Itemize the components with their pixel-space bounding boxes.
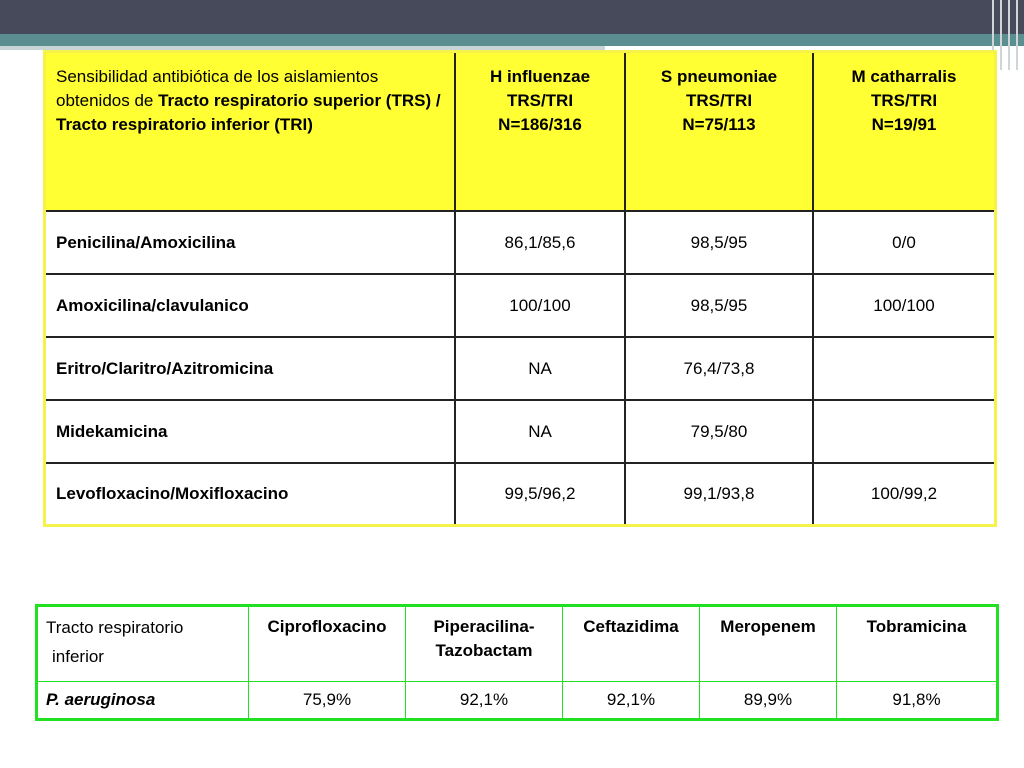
antibiotic-cell: Midekamicina xyxy=(45,400,456,463)
aeruginosa-table-header xyxy=(37,606,998,682)
antibiotic-cell: Penicilina/Amoxicilina xyxy=(45,211,456,274)
header-sites: TRS/TRI xyxy=(506,91,574,110)
header-description-bold: Tracto respiratorio superior (TRS) / Tracto respiratorio inferior (TRI) xyxy=(56,91,441,134)
value-cell: NA xyxy=(455,337,625,400)
value-cell xyxy=(813,337,996,400)
table-row xyxy=(45,274,996,337)
value-cell xyxy=(813,400,996,463)
header-bar-dark xyxy=(0,0,1024,34)
header-cell-h-influenzae xyxy=(455,52,625,212)
header-organism: H influenzae xyxy=(489,67,591,86)
header-cell-site xyxy=(37,606,249,682)
value-cell: NA xyxy=(455,400,625,463)
header-n: N=186/316 xyxy=(498,115,582,134)
table-row xyxy=(45,463,996,526)
value-cell: 75,9% xyxy=(249,682,406,720)
value-cell: 79,5/80 xyxy=(625,400,813,463)
table-row xyxy=(45,337,996,400)
value-cell: 91,8% xyxy=(837,682,998,720)
header-sites: TRS/TRI xyxy=(870,91,938,110)
header-cell-antibiotic: Meropenem xyxy=(700,606,837,682)
header-cell-description xyxy=(45,52,456,212)
value-cell: 92,1% xyxy=(563,682,700,720)
organism-cell: P. aeruginosa xyxy=(37,682,249,720)
header-organism: S pneumoniae xyxy=(660,67,778,86)
header-n: N=19/91 xyxy=(871,115,937,134)
header-n: N=75/113 xyxy=(682,115,756,134)
aeruginosa-table xyxy=(35,604,999,721)
value-cell: 89,9% xyxy=(700,682,837,720)
antibiotic-cell: Levofloxacino/Moxifloxacino xyxy=(45,463,456,526)
header-bar-teal xyxy=(0,34,1024,46)
header-cell-antibiotic: Ciprofloxacino xyxy=(249,606,406,682)
header-cell-m-catharralis xyxy=(813,52,996,212)
value-cell: 98,5/95 xyxy=(625,274,813,337)
value-cell: 100/99,2 xyxy=(870,484,938,503)
table-row xyxy=(45,211,996,274)
value-cell: 0/0 xyxy=(813,211,996,274)
value-cell: 86,1/85,6 xyxy=(455,211,625,274)
sensitivity-table xyxy=(43,50,997,527)
table-row xyxy=(45,400,996,463)
sensitivity-table-header xyxy=(45,52,996,212)
value-cell: 76,4/73,8 xyxy=(625,337,813,400)
header-cell-antibiotic: Tobramicina xyxy=(837,606,998,682)
header-cell-s-pneumoniae xyxy=(625,52,813,212)
header-description-normal: Sensibilidad antibiótica de los aislamientos obtenidos de xyxy=(56,67,379,110)
header-organism: M catharralis xyxy=(851,67,957,86)
value-cell: 99,5/96,2 xyxy=(455,463,625,526)
header-site-line2: inferior xyxy=(52,647,104,666)
value-cell: 98,5/95 xyxy=(625,211,813,274)
header-cell-antibiotic: Ceftazidima xyxy=(563,606,700,682)
header-cell-antibiotic: Piperacilina-Tazobactam xyxy=(406,606,563,682)
value-cell: 100/100 xyxy=(813,274,996,337)
header-sites: TRS/TRI xyxy=(685,91,753,110)
table-row xyxy=(37,682,998,720)
value-cell: 99,1/93,8 xyxy=(625,463,813,526)
antibiotic-cell: Eritro/Claritro/Azitromicina xyxy=(45,337,456,400)
header-site-line1: Tracto respiratorio xyxy=(46,618,184,637)
value-cell: 100/100 xyxy=(455,274,625,337)
value-cell: 92,1% xyxy=(406,682,563,720)
antibiotic-cell: Amoxicilina/clavulanico xyxy=(45,274,456,337)
